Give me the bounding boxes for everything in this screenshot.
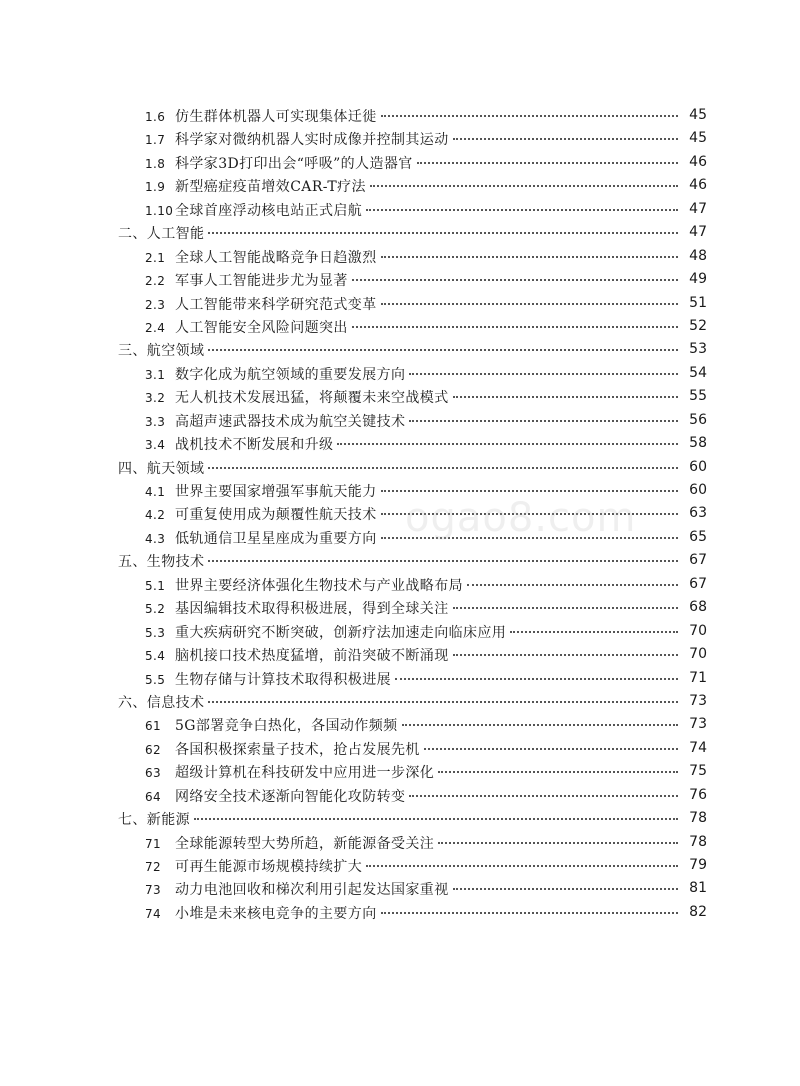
toc-section-number: 5.5 [145,672,166,687]
toc-entry-title: 六、信息技术 [118,694,205,711]
dot-leader [453,124,678,140]
toc-section-entry[interactable] [0,713,800,736]
toc-entry-title: 科学家对微纳机器人实时成像并控制其运动 [175,132,449,149]
toc-entry-title: 超级计算机在科技研发中应用进一步深化 [175,765,435,782]
toc-page-number: 70 [689,646,707,663]
dot-leader [402,710,679,726]
toc-section-number: 1.8 [145,156,166,171]
toc-entry-title: 生物存储与计算技术取得积极进展 [175,671,391,688]
dot-leader [510,617,678,633]
toc-section-entry[interactable] [0,737,800,760]
dot-leader [409,406,678,422]
dot-leader [208,218,678,234]
toc-page-number: 71 [689,669,707,686]
dot-leader [453,593,678,609]
toc-page-number: 60 [689,482,707,498]
toc-entry-title: 低轨通信卫星星座成为重要方向 [175,530,377,547]
dot-leader [409,359,678,375]
dot-leader [395,664,678,680]
toc-section-entry[interactable] [0,362,800,385]
toc-entry-title: 网络安全技术逐渐向智能化攻防转变 [175,788,406,805]
dot-leader [417,148,678,164]
toc-entry-title: 各国积极探索量子技术，抢占发展先机 [175,741,420,758]
toc-section-number: 4.2 [145,508,166,523]
toc-page-number: 55 [689,388,707,405]
toc-page-number: 74 [689,739,707,756]
toc-entry-title: 三、航空领域 [118,343,205,360]
toc-section-number: 4.1 [145,485,166,499]
dot-leader [208,335,678,351]
toc-page-number: 60 [689,458,707,475]
toc-entry-title: 七、新能源 [118,812,190,829]
toc-entry-title: 战机技术不断发展和升级 [175,437,334,454]
toc-section-number: 1.10 [145,203,174,218]
toc-page-number: 45 [689,130,707,147]
toc-chapter-entry[interactable] [0,807,800,830]
toc-section-entry[interactable] [0,760,800,783]
dot-leader [381,499,678,515]
dot-leader [208,453,678,469]
toc-section-entry[interactable] [0,385,800,408]
toc-section-entry[interactable] [0,854,800,877]
toc-entry-title: 基因编辑技术取得积极进展，得到全球关注 [175,601,449,618]
toc-page-number: 46 [689,177,707,194]
dot-leader [370,171,678,187]
toc-page-number: 73 [689,692,707,709]
dot-leader [194,804,678,820]
dot-leader [381,289,678,305]
toc-entry-title: 人工智能安全风险问题突出 [175,319,348,336]
toc-section-entry[interactable] [0,104,800,127]
toc-section-entry[interactable] [0,573,800,596]
toc-section-number: 5.1 [145,578,166,593]
toc-entry-title: 二、人工智能 [118,226,205,243]
toc-entry-title: 高超声速武器技术成为航空关键技术 [175,413,406,430]
dot-leader [453,382,678,398]
toc-section-number: 1.9 [145,180,166,195]
toc-section-number: 1.7 [145,133,166,148]
toc-entry-title: 全球人工智能战略竞争日趋激烈 [175,249,377,266]
toc-entry-title: 四、航天领域 [118,460,205,477]
toc-entry-title: 数字化成为航空领域的重要发展方向 [175,366,406,383]
toc-section-number: 62 [145,742,162,757]
dot-leader [352,265,678,281]
toc-section-entry[interactable] [0,901,800,924]
toc-page-number: 52 [689,317,707,334]
toc-page-number: 49 [689,271,707,288]
toc-entry-title: 可再生能源市场规模持续扩大 [175,859,363,875]
toc-entry-title: 仿生群体机器人可实现集体迁徙 [175,109,377,125]
toc-entry-title: 科学家3D打印出会“呼吸”的人造器官 [175,155,413,172]
toc-section-number: 2.1 [145,250,166,265]
toc-page-number: 46 [689,153,707,170]
watermark: ogao8.com [405,495,637,541]
toc-chapter-entry[interactable] [0,690,800,713]
toc-entry-title: 无人机技术发展迅猛，将颠覆未来空战模式 [175,390,449,407]
toc-section-number: 5.3 [145,625,166,640]
toc-page-number: 67 [689,575,707,592]
toc-entry-title: 全球首座浮动核电站正式启航 [175,202,363,219]
dot-leader [453,640,678,656]
toc-section-number: 2.3 [145,297,166,312]
toc-section-number: 74 [145,906,162,921]
toc-entry-title: 世界主要国家增强军事航天能力 [175,484,377,500]
toc-section-number: 71 [145,836,162,851]
toc-page-number: 75 [689,763,707,780]
toc-chapter-entry[interactable] [0,338,800,361]
toc-section-number: 72 [145,860,162,874]
toc-page-number: 68 [689,599,707,616]
toc-page-number: 65 [689,528,707,545]
toc-page-number: 67 [689,552,707,569]
toc-page-number: 79 [689,857,707,873]
toc-page-number: 47 [689,224,707,241]
toc-page-number: 82 [689,903,707,920]
toc-entry-title: 世界主要经济体强化生物技术与产业战略布局 [175,577,463,594]
toc-page-number: 58 [689,435,707,452]
dot-leader [381,242,678,258]
toc-page-number: 63 [689,505,707,522]
toc-entry-title: 可重复使用成为颠覆性航天技术 [175,507,377,524]
toc-section-number: 3.1 [145,367,166,382]
toc-page-number: 51 [689,294,707,311]
toc-page-number: 56 [689,411,707,428]
toc-entry-title: 动力电池回收和梯次利用引起发达国家重视 [175,882,449,899]
toc-entry-title: 人工智能带来科学研究范式变革 [175,296,377,313]
dot-leader [366,851,678,867]
dot-leader [438,757,678,773]
toc-page-number: 48 [689,247,707,264]
toc-section-number: 5.2 [145,602,166,617]
toc-section-number: 4.3 [145,531,166,546]
toc-section-number: 61 [145,719,162,734]
dot-leader [467,570,678,586]
toc-page-number: 73 [689,716,707,733]
dot-leader [438,828,678,844]
toc-entry-text [145,902,682,924]
toc-entry-title: 军事人工智能进步尤为显著 [175,273,348,290]
dot-leader [409,781,678,797]
dot-leader [381,898,678,914]
toc-entry-title: 五、生物技术 [118,554,205,571]
dot-leader [381,523,678,539]
toc-section-number: 3.3 [145,414,166,429]
toc-page-number: 53 [689,341,707,358]
dot-leader [381,101,678,117]
toc-page-number: 78 [689,810,707,827]
dot-leader [208,546,678,562]
toc-page-number: 45 [689,107,707,123]
toc-chapter-entry[interactable] [0,549,800,572]
toc-entry-title: 5G部署竞争白热化，各国动作频频 [175,718,398,735]
toc-section-number: 1.6 [145,110,166,124]
toc-section-number: 2.4 [145,320,166,335]
dot-leader [208,687,678,703]
toc-page-number: 76 [689,786,707,803]
toc-section-number: 73 [145,883,162,898]
dot-leader [381,476,678,492]
dot-leader [352,312,678,328]
toc-section-number: 2.2 [145,274,166,289]
toc-page-number: 47 [689,200,707,217]
toc-section-entry[interactable] [0,596,800,619]
toc-entry-title: 全球能源转型大势所趋，新能源备受关注 [175,835,435,852]
toc-entry-title: 小堆是未来核电竞争的主要方向 [175,905,377,922]
toc-entry-title: 重大疾病研究不断突破，创新疗法加速走向临床应用 [175,624,507,641]
toc-page-number: 81 [689,880,707,897]
dot-leader [337,429,678,445]
toc-page-number: 70 [689,622,707,639]
toc-section-entry[interactable] [0,127,800,150]
toc-section-entry[interactable] [0,620,800,643]
toc-section-number: 64 [145,789,162,804]
dot-leader [453,874,678,890]
toc-entry-title: 新型癌症疫苗增效CAR-T疗法 [175,179,366,196]
toc-section-number: 5.4 [145,649,166,664]
toc-section-number: 3.2 [145,391,166,406]
toc-section-number: 3.4 [145,438,166,453]
toc-entry-title: 脑机接口技术热度猛增，前沿突破不断涌现 [175,648,449,665]
toc-page-number: 78 [689,833,707,850]
dot-leader [424,734,678,750]
table-of-contents [0,104,800,924]
toc-page-number: 54 [689,364,707,381]
toc-section-number: 63 [145,766,162,781]
dot-leader [366,195,678,211]
